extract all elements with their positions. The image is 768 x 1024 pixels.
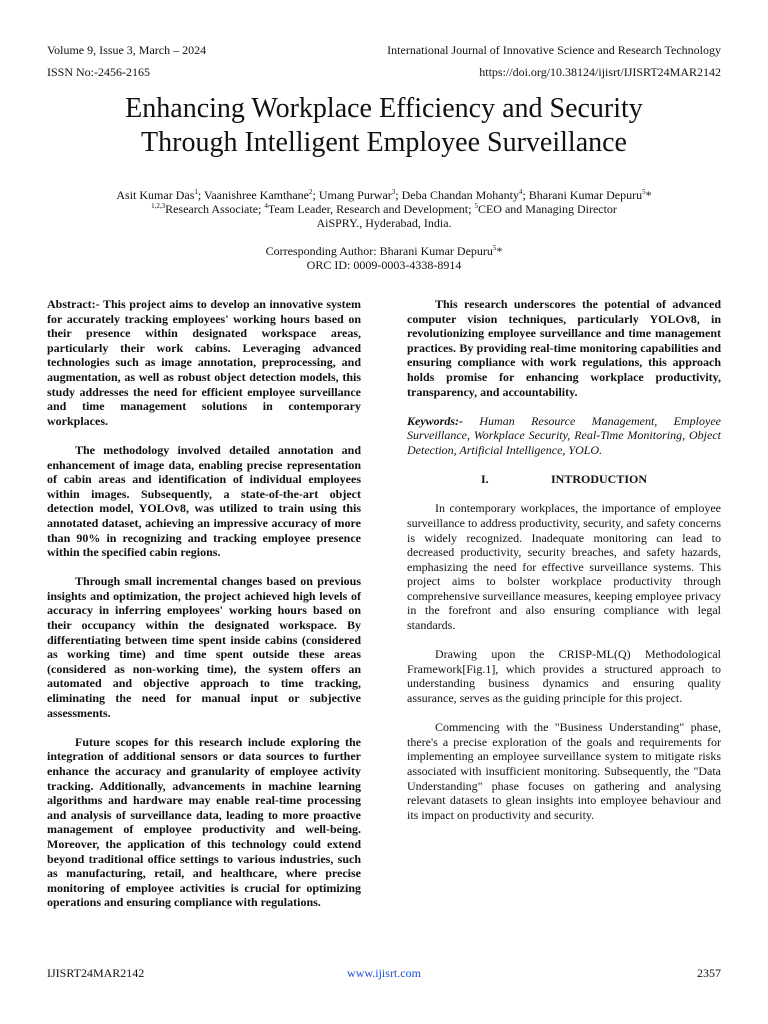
author-sup: 3 [391,188,396,196]
abstract-paragraph-2: The methodology involved detailed annotation and enhancement of image data, enabling precise representation of cabin areas and identification of individual employees within images. Subsequently, a state-of-the-art object detection model, YOLOv8, was utilized to train using this annotated dataset, achieving an impressive accuracy of more than 90% in recognizing and tracking employee presence within the specified cabin regions. [47,442,361,560]
author-name: Bharani Kumar Depuru [528,188,643,202]
keywords-text: Human Resource Management, Employee Surveillance, Workplace Security, Real-Time Monitoring, Object Detection, Artificial Intelligence, YOLO. [407,413,721,457]
author-sep: ; [312,188,319,202]
author-sup: 1 [194,188,198,196]
journal-volume: Volume 9, Issue 3, March – 2024 [47,43,207,57]
affil-role: Team Leader, Research and Development; [267,202,475,216]
author-name: Deba Chandan Mohanty [401,188,519,202]
corresponding-sup: 5 [492,244,497,252]
abstract-paragraph-5: This research underscores the potential of advanced computer vision techniques, particularly YOLOv8, in revolutionizing employee surveillance and time management practices. By providing real-time monitoring capabilities and ensuring compliance with work regulations, this approach holds promise for enhancing workplace productivity, transparency, and accountability. [407,297,721,399]
author-sep: * [645,188,652,202]
affil-sup: 5 [474,202,478,210]
author-sep: ; [197,188,205,202]
paper-title [40,92,728,160]
affil-sup: 4 [264,202,268,210]
affil-sup: 1,2,3 [151,202,166,210]
corresponding-suffix: * [496,244,503,258]
author-list [40,188,728,202]
keywords [407,414,721,458]
abstract-paragraph-1 [47,297,361,428]
intro-paragraph-1: In contemporary workplaces, the importance of employee surveillance to address productivity, security, and safety concerns is widely recognized. Inadequate monitoring can lead to decreased productivity, security breaches, and safety hazards, emphasizing the need for effective surveillance systems. This project aims to bolster workplace productivity through comprehensive surveillance measures, keeping employee privacy in the forefront and also ensuring compliance with legal standards. [407,501,722,633]
intro-paragraph-3: Commencing with the "Business Understanding" phase, there's a precise exploration of the goals and requirements for implementing an employee surveillance system to mitigate risks associated with insufficient monitoring. Subsequently, the "Data Understanding" phase focuses on gathering and analysing relevant datasets to glean insights into employee behaviour and its impact on productivity and security. [407,720,721,822]
keywords-label: Keywords:- [407,413,463,428]
doi-link[interactable]: https://doi.org/10.38124/ijisrt/IJISRT24MAR2142 [479,65,721,79]
footer-page-number: 2357 [697,966,721,980]
section-heading [407,472,721,487]
abstract-paragraph-3: Through small incremental changes based on previous insights and optimization, the project achieved high levels of accuracy in inferring employees' working hours based on their occupancy within the designated workspace. By differentiating between time spent inside cabins (considered as working time) and time spent outside these areas (considered as non-working time), the system offers an automated and objective approach to time tracking, eliminating the need for manual input or subjective assessments. [47,574,361,720]
corresponding-author [40,244,728,258]
corresponding-label: Corresponding Author: Bharani Kumar Depuru [265,244,493,258]
author-sep: ; [395,188,402,202]
left-column [47,297,361,925]
footer-paper-id: IJISRT24MAR2142 [47,966,145,980]
footer-website-link[interactable]: www.ijisrt.com [347,966,421,980]
section-number: I. [480,472,489,487]
author-sup: 2 [308,188,313,196]
affiliation-roles [40,202,728,216]
orc-id: ORC ID: 0009-0003-4338-8914 [306,258,462,272]
journal-name: International Journal of Innovative Science and Research Technology [387,43,721,57]
author-sup: 5 [642,188,646,196]
title-line-2: Through Intelligent Employee Surveillance [141,127,627,158]
affil-role: CEO and Managing Director [477,202,617,216]
abstract-label: Abstract:- [47,297,100,311]
author-sup: 4 [518,188,523,196]
abstract-paragraph-4: Future scopes for this research include exploring the integration of additional sensors or data sources to further enhance the accuracy and granularity of employee activity tracking. Additionally, advancements in machine learning algorithms and hardware may enable real-time processing and analysis of surveillance data, leading to more proactive management of employee productivity and well-being. Moreover, the application of this technology could extend beyond traditional office settings to various industries, such as manufacturing, retail, and healthcare, where precise monitoring of employee activities is crucial for optimizing operations and ensuring compliance with regulations. [47,734,361,910]
intro-paragraph-2: Drawing upon the CRISP-ML(Q) Methodological Framework[Fig.1], which provides a structured approach to understanding business dynamics and ensuring quality assurance, serves as the guiding principle for this project. [407,647,721,706]
abstract-text: This project aims to develop an innovative system for accurately tracking employees' working hours based on their presence within designated workspace areas, particularly their work cabins. Leveraging advanced technologies such as image annotation, preprocessing, and augmentation, as well as robust object detection models, this study addresses the need for efficient employee surveillance and time management solutions in contemporary workplaces. [47,297,361,428]
right-column [407,297,721,837]
affil-role: Research Associate; [165,202,265,216]
author-sep: ; [522,188,529,202]
author-name: Umang Purwar [318,188,392,202]
title-line-1: Enhancing Workplace Efficiency and Security [125,93,643,124]
author-name: Asit Kumar Das [116,188,195,202]
affiliation-org: AiSPRY., Hyderabad, India. [316,216,452,230]
journal-issn: ISSN No:-2456-2165 [47,65,151,79]
section-title: INTRODUCTION [550,472,647,487]
author-name: Vaanishree Kamthane [204,188,309,202]
